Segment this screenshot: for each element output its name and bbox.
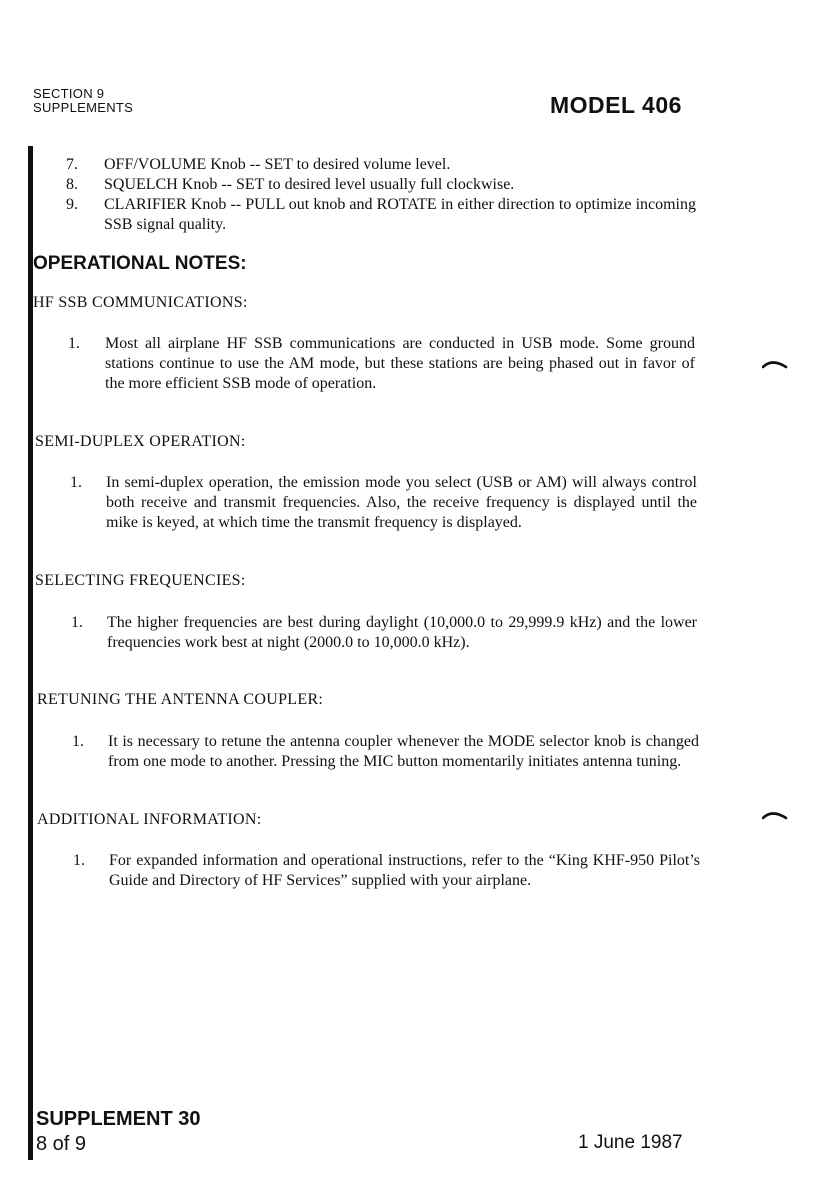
step-9 <box>66 195 696 235</box>
subheading-additional-information: ADDITIONAL INFORMATION: <box>37 811 262 828</box>
note-additional-information <box>73 851 703 911</box>
subheading-hf-ssb: HF SSB COMMUNICATIONS: <box>33 294 248 311</box>
note-retuning-antenna-coupler <box>72 732 702 792</box>
section-label: SECTION 9 <box>33 86 105 101</box>
note-number: 1. <box>73 852 85 869</box>
step-number: 7. <box>66 156 78 173</box>
step-number: 9. <box>66 196 78 213</box>
step-text: SQUELCH Knob -- SET to desired level usually full clockwise. <box>104 176 515 193</box>
note-text: Most all airplane HF SSB communications are conducted in USB mode. Some ground stations continue to use the AM mode, but these stations are being phased out in favor of the more efficient SSB mode of operation. <box>105 335 695 392</box>
step-text: OFF/VOLUME Knob -- SET to desired volume level. <box>104 156 451 173</box>
note-number: 1. <box>70 474 82 491</box>
margin-tick-mark <box>762 808 788 820</box>
margin-tick-mark <box>762 357 788 369</box>
note-text: In semi-duplex operation, the emission mode you select (USB or AM) will always control both receive and transmit frequencies. Also, the receive frequency is displayed until the mike is keyed, at which time the transmit frequency is displayed. <box>106 474 697 531</box>
revision-date: 1 June 1987 <box>578 1132 683 1153</box>
step-8 <box>66 175 696 195</box>
subheading-selecting-frequencies: SELECTING FREQUENCIES: <box>35 572 246 589</box>
subheading-semi-duplex: SEMI-DUPLEX OPERATION: <box>35 433 246 450</box>
note-text: The higher frequencies are best during daylight (10,000.0 to 29,999.9 kHz) and the lower frequencies work best at night (2000.0 to 10,000.0 kHz). <box>107 614 697 651</box>
note-hf-ssb <box>68 334 698 414</box>
note-number: 1. <box>68 335 80 352</box>
supplements-label: SUPPLEMENTS <box>33 100 134 115</box>
step-7 <box>66 155 696 175</box>
step-number: 8. <box>66 176 78 193</box>
note-number: 1. <box>71 614 83 631</box>
note-number: 1. <box>72 733 84 750</box>
subheading-retuning-antenna-coupler: RETUNING THE ANTENNA COUPLER: <box>37 691 324 708</box>
note-text: For expanded information and operational instructions, refer to the “King KHF-950 Pilot’s Guide and Directory of HF Services” supplied with your airplane. <box>109 852 700 889</box>
note-selecting-frequencies <box>71 613 701 673</box>
page-number: 8 of 9 <box>36 1133 87 1155</box>
model-title: MODEL 406 <box>550 92 682 118</box>
operational-notes-title: OPERATIONAL NOTES: <box>33 253 247 274</box>
supplement-number: SUPPLEMENT 30 <box>36 1108 201 1130</box>
note-semi-duplex <box>70 473 700 553</box>
note-text: It is necessary to retune the antenna coupler whenever the MODE selector knob is changed from one mode to another. Pressing the MIC button momentarily initiates antenna tuning. <box>108 733 699 770</box>
step-text: CLARIFIER Knob -- PULL out knob and ROTATE in either direction to optimize incoming SSB signal quality. <box>104 196 696 233</box>
